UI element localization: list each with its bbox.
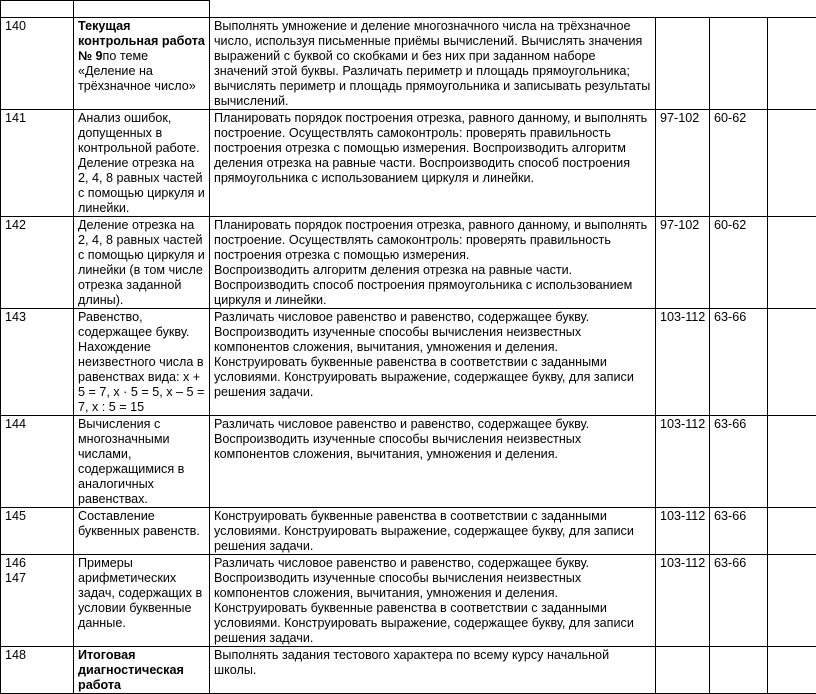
date-cell (768, 416, 816, 508)
lesson-number: 146 (5, 556, 70, 571)
textbook-pages-cell: 103-112 (656, 508, 710, 555)
table-row (1, 18, 816, 110)
workbook-pages-cell: 63-66 (710, 309, 768, 416)
lesson-number: 141 (5, 111, 70, 126)
learning-activity-part: Планировать порядок построения отрезка, равного данному, и выполнять построение. Осуществлять самоконтроль: проверять правильность построения отрезка с помощью измерения. (214, 218, 652, 263)
stub-cell (710, 1, 768, 18)
textbook-pages-cell: 97-102 (656, 110, 710, 217)
learning-activity: Планировать порядок построения отрезка, равного данному, и выполнять построение. Осуществлять самоконтроль: проверять правильность построения отрезка с помощью измерения. Воспроизводить алгоритм деления отрезка на равные части. Воспроизводить способ построения прямоугольника с использованием циркуля и линейки. (214, 111, 647, 185)
date-cell (768, 110, 816, 217)
date-cell (768, 217, 816, 309)
lesson-topic-cell (74, 416, 210, 508)
learning-activity: Различать числовое равенство и равенство, содержащее букву. Воспроизводить изученные способы вычисления неизвестных компонентов сложения, вычитания, умножения и деления. Конструировать буквенные равенства в соответствии с заданными условиями. Конструировать выражение, содержащее букву, для записи решения задачи. (214, 556, 634, 645)
textbook-pages-cell: 97-102 (656, 217, 710, 309)
table-row (1, 309, 816, 416)
learning-activity-cell (210, 18, 656, 110)
workbook-pages-cell: 63-66 (710, 555, 768, 647)
workbook-pages-cell: 63-66 (710, 416, 768, 508)
workbook-pages-cell: 63-66 (710, 508, 768, 555)
stub-cell (210, 1, 656, 18)
table-row (1, 110, 816, 217)
lesson-number-cell (1, 18, 74, 110)
learning-activity: Выполнять умножение и деление многозначного числа на трёхзначное число, используя письменные приёмы вычислений. Вычислять значения выражений с буквой со скобками и без них при заданном наборе значений этой буквы. Различать периметр и площадь прямоугольника; вычислять периметр и площадь прямоугольника и записывать результаты вычислений. (214, 19, 650, 108)
lesson-number: 142 (5, 218, 70, 233)
lesson-number-cell (1, 309, 74, 416)
workbook-pages-cell: 60-62 (710, 217, 768, 309)
date-cell (768, 647, 816, 694)
learning-activity-cell (210, 309, 656, 416)
lesson-number: 143 (5, 310, 70, 325)
table-row (1, 217, 816, 309)
table-header-stub-row (1, 1, 816, 18)
learning-activity-cell (210, 110, 656, 217)
lesson-topic: Вычисления с многозначными числами, содержащимися в аналогичных равенствах. (78, 417, 184, 506)
lesson-number-cell (1, 508, 74, 555)
learning-activity-cell (210, 416, 656, 508)
stub-cell (1, 1, 74, 18)
lesson-number-cell (1, 110, 74, 217)
textbook-pages-cell (656, 647, 710, 694)
table-row (1, 508, 816, 555)
workbook-pages-cell (710, 18, 768, 110)
textbook-pages-cell: 103-112 (656, 416, 710, 508)
lesson-topic-bold: Текущая контрольная работа № 9 (78, 19, 205, 63)
textbook-pages-cell: 103-112 (656, 309, 710, 416)
table-row (1, 416, 816, 508)
lesson-number: 140 (5, 19, 70, 34)
stub-cell (74, 1, 210, 18)
lesson-topic: Деление отрезка на 2, 4, 8 равных частей с помощью циркуля и линейки (в том числе отрезка заданной длины). (78, 218, 205, 307)
learning-activity: Конструировать буквенные равенства в соответствии с заданными условиями. Конструировать выражение, содержащее букву, для записи решения задачи. (214, 509, 634, 553)
lesson-topic: Примеры арифметических задач, содержащих в условии буквенные данные. (78, 556, 202, 630)
workbook-pages-cell (710, 647, 768, 694)
lesson-topic-bold: Итоговая диагностическая работа (78, 648, 184, 692)
date-cell (768, 508, 816, 555)
lesson-topic-cell (74, 647, 210, 694)
lesson-topic: по теме «Деление на трёхзначное число» (78, 49, 196, 93)
lesson-topic-cell (74, 18, 210, 110)
lesson-number: 145 (5, 509, 70, 524)
lesson-topic: Анализ ошибок, допущенных в контрольной работе. Деление отрезка на 2, 4, 8 равных частей с помощью циркуля и линейки. (78, 111, 205, 215)
learning-activity-cell (210, 555, 656, 647)
learning-activity-cell (210, 508, 656, 555)
learning-activity-cell (210, 647, 656, 694)
date-cell (768, 18, 816, 110)
lesson-number-cell (1, 416, 74, 508)
table-row (1, 647, 816, 694)
lesson-number: 144 (5, 417, 70, 432)
lesson-number-cell (1, 555, 74, 647)
lesson-number: 147 (5, 571, 70, 586)
lesson-topic-cell (74, 110, 210, 217)
lesson-topic-cell (74, 217, 210, 309)
workbook-pages-cell: 60-62 (710, 110, 768, 217)
stub-cell (768, 1, 816, 18)
lesson-topic: Равенство, содержащее букву. Нахождение неизвестного числа в равенствах вида: х + 5 = 7, х · 5 = 5, х – 5 = 7, х : 5 = 15 (78, 310, 204, 414)
learning-activity-cell (210, 217, 656, 309)
lesson-topic-cell (74, 555, 210, 647)
date-cell (768, 309, 816, 416)
lesson-number: 148 (5, 648, 70, 663)
stub-cell (656, 1, 710, 18)
lesson-topic-cell (74, 309, 210, 416)
lesson-topic-cell (74, 508, 210, 555)
lesson-topic: Составление буквенных равенств. (78, 509, 200, 538)
learning-activity-part: Воспроизводить алгоритм деления отрезка на равные части. Воспроизводить способ построения прямоугольника с использованием циркуля и линейки. (214, 263, 652, 308)
lesson-number-cell (1, 647, 74, 694)
learning-activity: Различать числовое равенство и равенство, содержащее букву. Воспроизводить изученные способы вычисления неизвестных компонентов сложения, вычитания, умножения и деления. Конструировать буквенные равенства в соответствии с заданными условиями. Конструировать выражение, содержащее букву, для записи решения задачи. (214, 310, 634, 399)
lesson-number-cell (1, 217, 74, 309)
learning-activity: Выполнять задания тестового характера по всему курсу начальной школы. (214, 648, 609, 677)
date-cell (768, 555, 816, 647)
table-row (1, 555, 816, 647)
learning-activity: Различать числовое равенство и равенство, содержащее букву. Воспроизводить изученные способы вычисления неизвестных компонентов сложения, вычитания, умножения и деления. (214, 417, 589, 461)
textbook-pages-cell: 103-112 (656, 555, 710, 647)
textbook-pages-cell (656, 18, 710, 110)
